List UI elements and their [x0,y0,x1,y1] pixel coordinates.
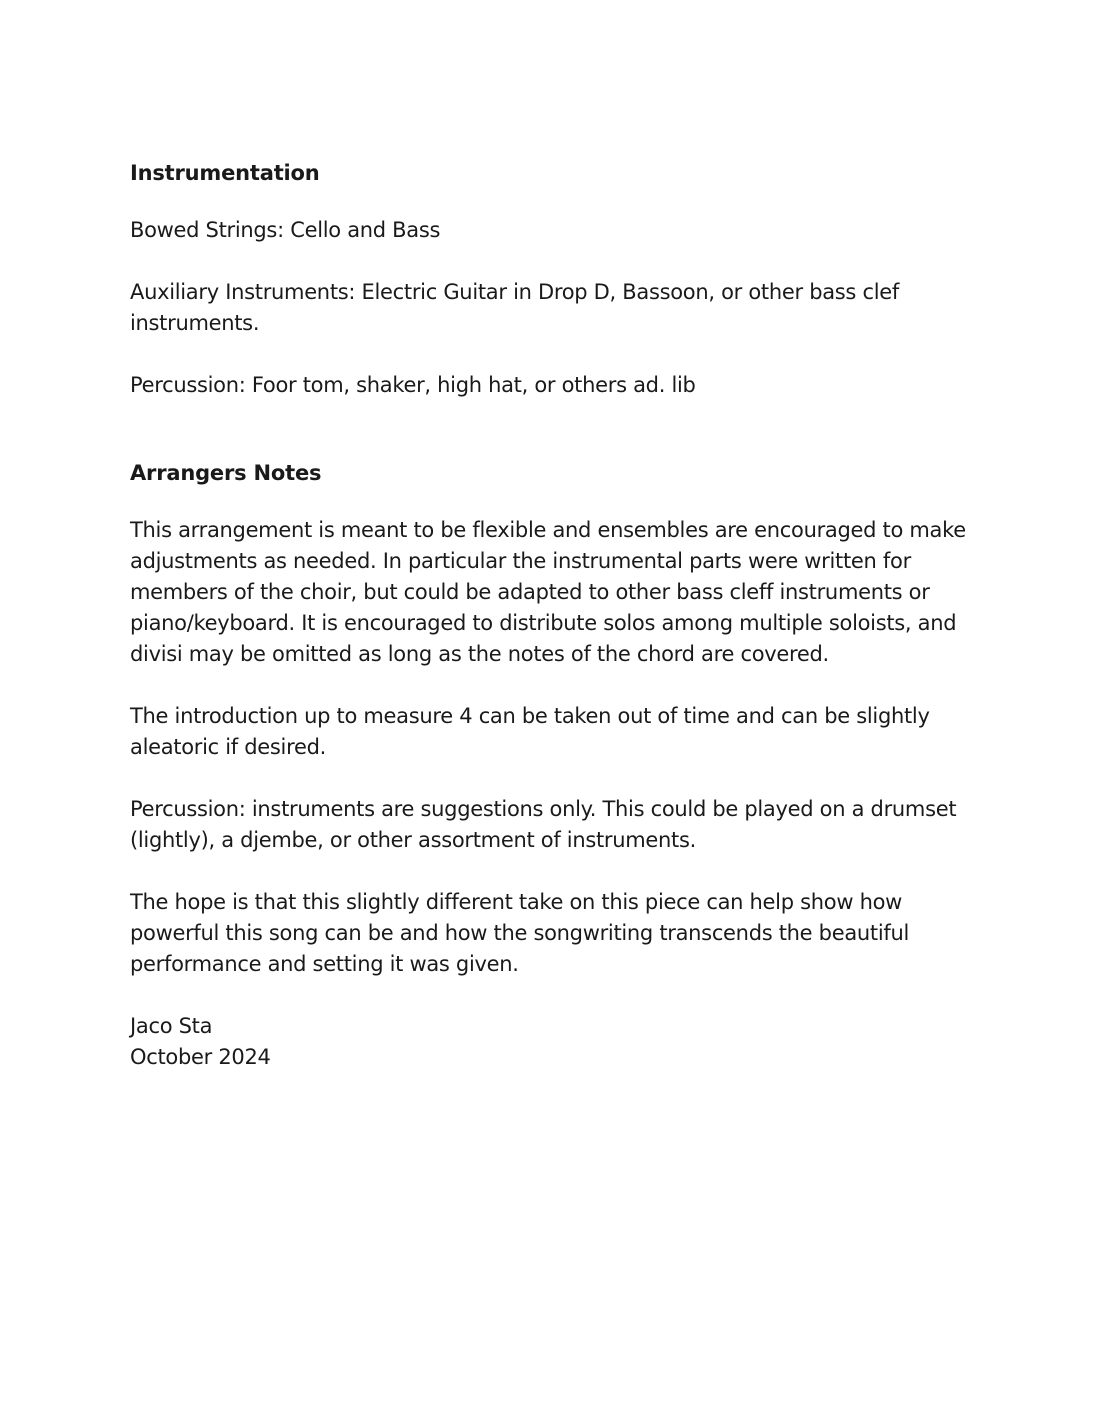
notes-paragraph: This arrangement is meant to be flexible and ensembles are encouraged to make adjustments as needed. In particular the instrumental parts were written for members of the choir, but could be adapted to other bass cleff instruments or piano/keyboard. It is encouraged to distribute solos among multiple soloists, and divisi may be omitted as long as the notes of the chord are covered. [130,518,966,666]
auxiliary-instruments-line: Auxiliary Instruments: Electric Guitar in Drop D, Bassoon, or other bass clef instruments. [130,280,899,335]
bowed-strings-line: Bowed Strings: Cello and Bass [130,218,441,242]
instrumentation-heading: Instrumentation [130,161,320,185]
notes-paragraph: Percussion: instruments are suggestions only. This could be played on a drumset (lightly), a djembe, or other assortment of instruments. [130,797,957,852]
signature-block [130,1011,980,1073]
arrangers-notes-heading: Arrangers Notes [130,461,322,485]
notes-paragraph: The introduction up to measure 4 can be taken out of time and can be slightly aleatoric if desired. [130,704,930,759]
signature-name: Jaco Sta [130,1014,213,1038]
signature-date: October 2024 [130,1045,271,1069]
instrumentation-section [130,158,980,401]
arrangers-notes-section [130,458,980,980]
percussion-line: Percussion: Foor tom, shaker, high hat, or others ad. lib [130,373,696,397]
page-content [130,158,980,1073]
notes-paragraph: The hope is that this slightly different take on this piece can help show how powerful this song can be and how the songwriting transcends the beautiful performance and setting it was given. [130,890,910,976]
